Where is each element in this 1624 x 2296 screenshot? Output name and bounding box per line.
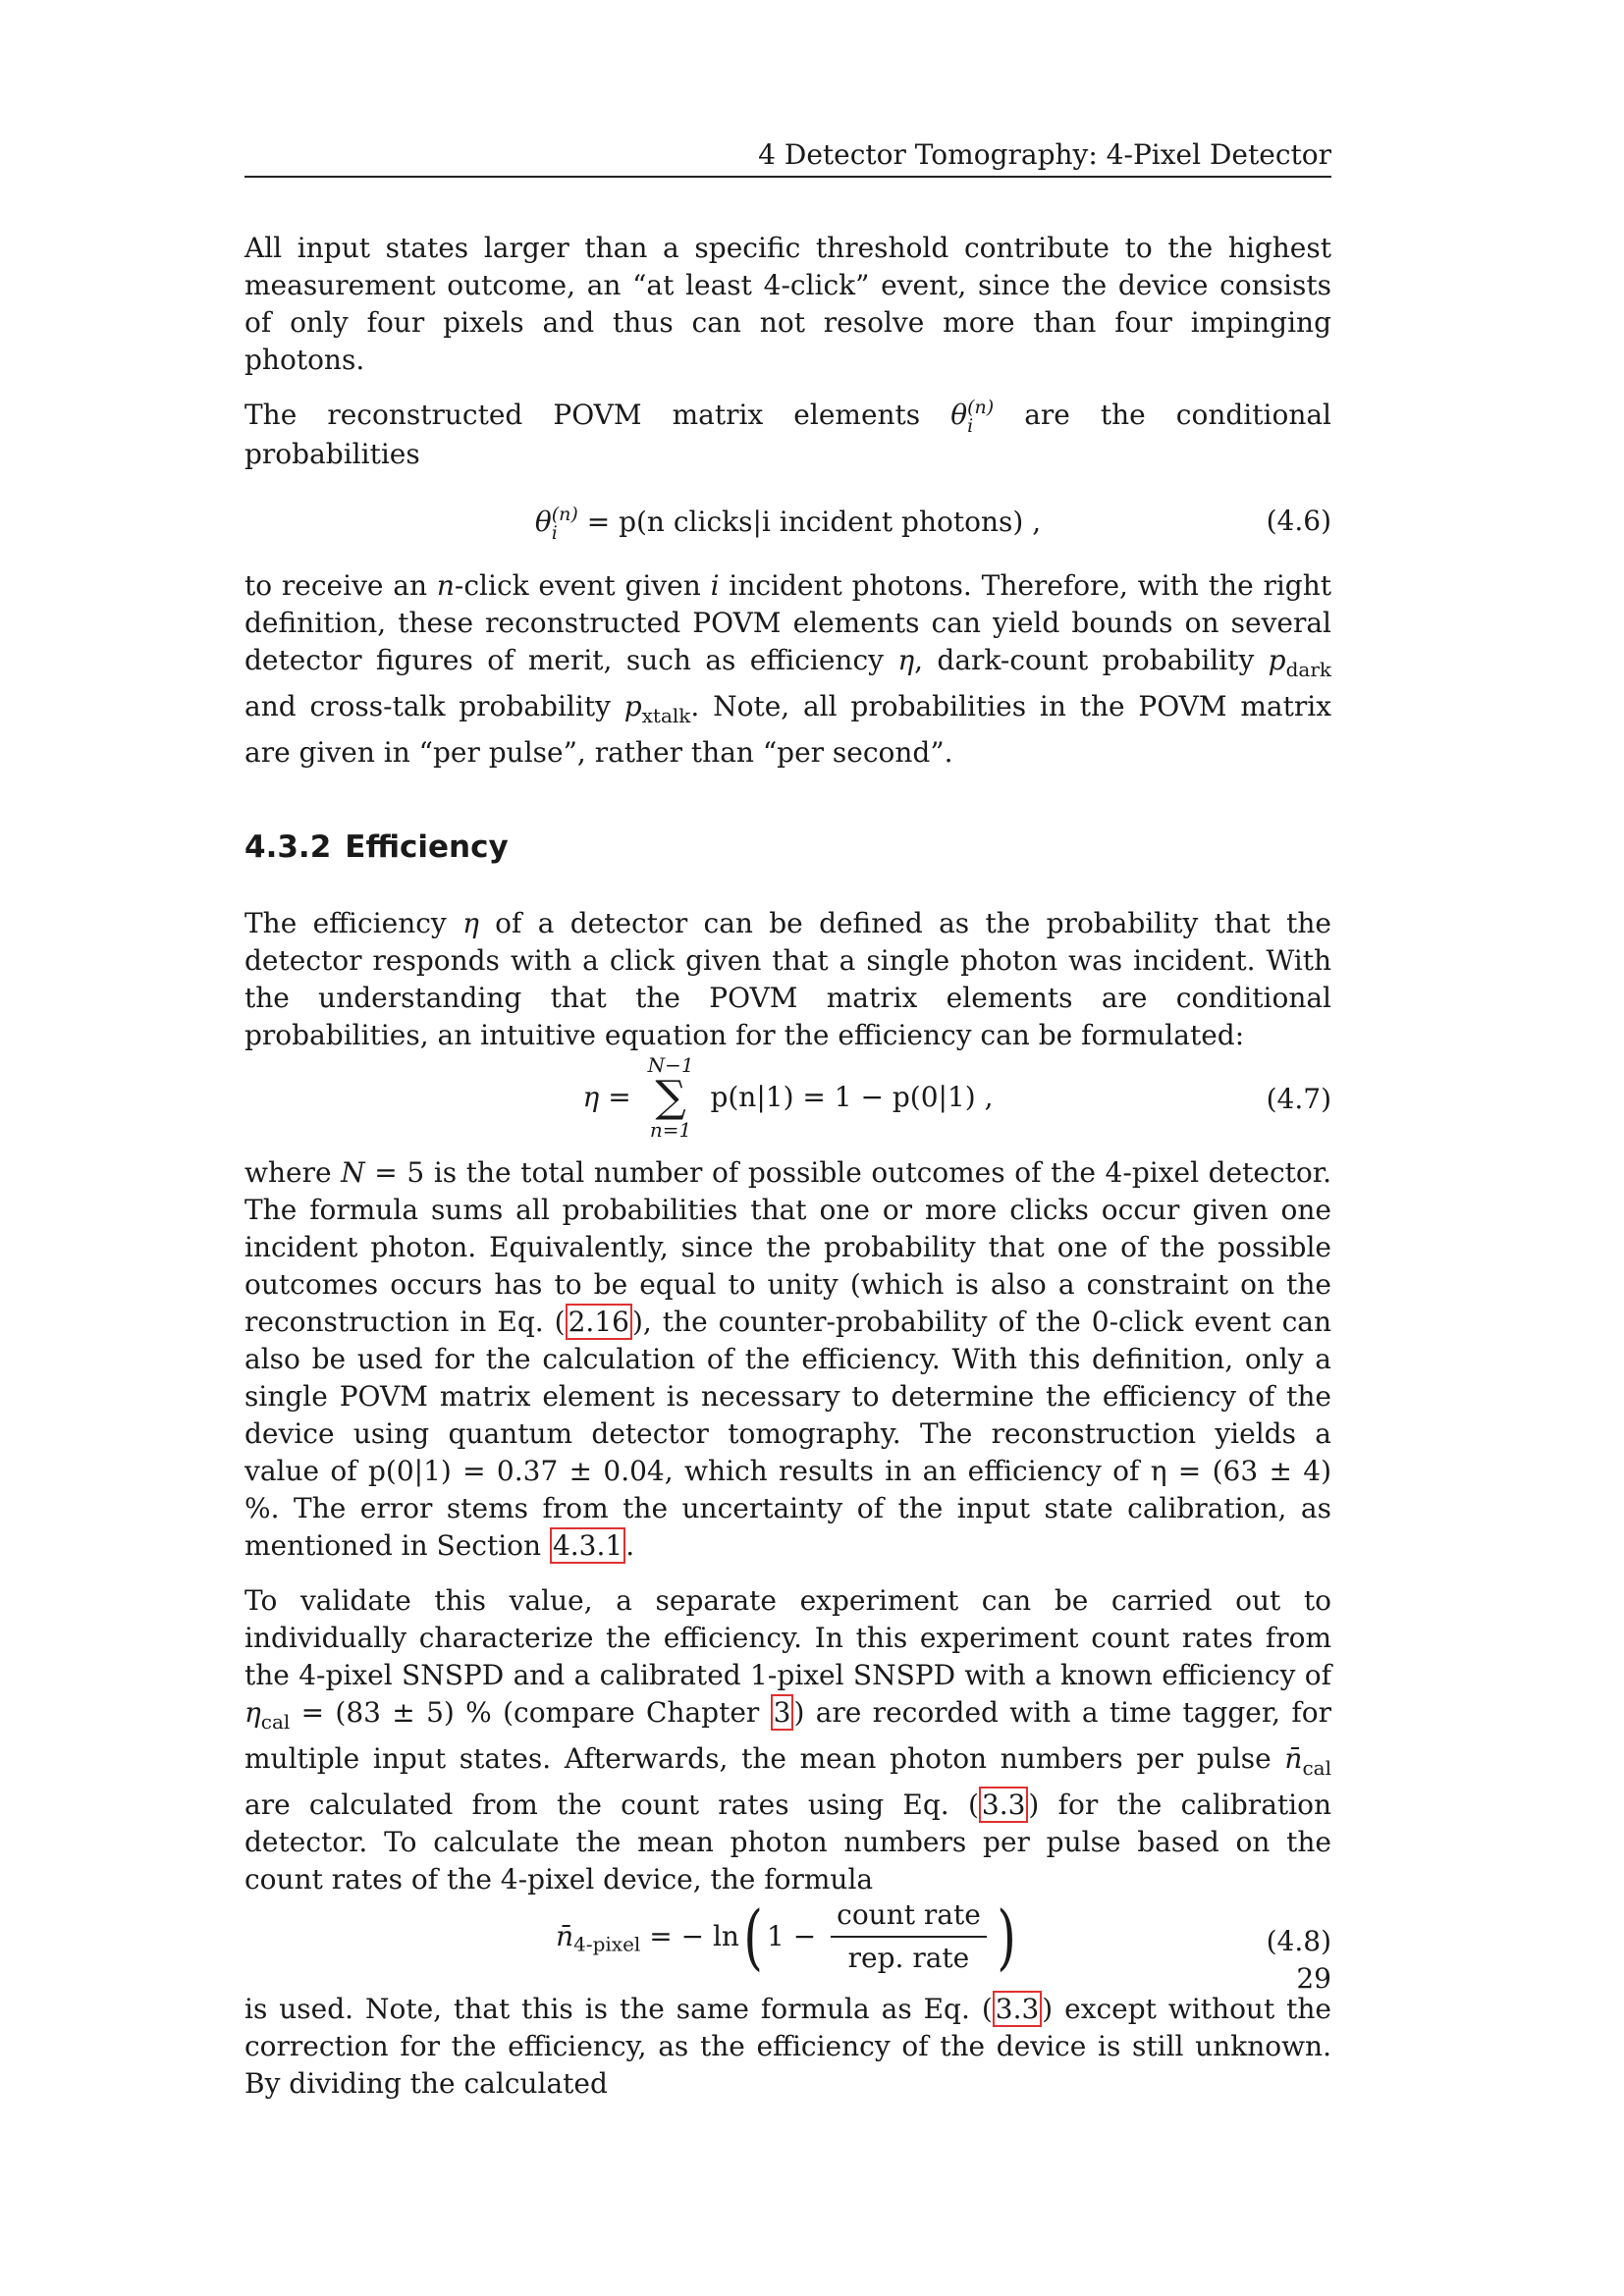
p5-part6: . (625, 1528, 635, 1562)
p6-part3: ) are recorded with a time tagger, for multiple input states. Afterwards, the mean photon numbers per pulse (244, 1695, 1332, 1775)
paragraph-2 (244, 397, 1331, 473)
p6-cal2: cal (1302, 1755, 1331, 1780)
section-title: Efficiency (345, 828, 509, 865)
p4-eta: η (462, 906, 479, 939)
equation-number-4-7: (4.7) (1266, 1082, 1331, 1115)
equation-4-8 (244, 1895, 1331, 1985)
equation-number-4-8: (4.8) (1266, 1924, 1331, 1957)
eq46-sup: (n) (551, 503, 578, 525)
ref-eq-3-3-second[interactable]: 3.3 (993, 1991, 1043, 2027)
p3-part4: , dark-count probability (914, 643, 1269, 676)
p5-N: N (341, 1155, 365, 1189)
eq48-one-minus: 1 − (767, 1919, 817, 1952)
p5-eta-val: η = (63 ± 4) % (244, 1454, 1332, 1524)
fraction (831, 1898, 987, 1975)
p2-before: The reconstructed POVM matrix elements (244, 399, 951, 431)
fraction-denominator: rep. rate (847, 1941, 970, 1974)
theta-sub: i (967, 414, 974, 437)
eq48-sub: 4-pixel (573, 1932, 641, 1955)
right-paren: ) (997, 1895, 1016, 1978)
p3-i: i (710, 568, 720, 602)
left-paren: ( (743, 1895, 763, 1978)
paragraph-3 (244, 567, 1331, 772)
ref-eq-3-3[interactable]: 3.3 (979, 1787, 1029, 1823)
p3-part6: . Note, all probabilities in the POVM matrix are given in “per pulse”, rather than “per second”. (244, 689, 1331, 769)
p3-part2: -click event given (454, 568, 711, 602)
ref-section-4-3-1[interactable]: 4.3.1 (550, 1527, 625, 1564)
summation (648, 1054, 694, 1141)
eq47-lhs: η = (582, 1080, 631, 1113)
eq46-theta: θ (534, 506, 552, 538)
p5-p01: p(0|1) = 0.37 ± 0.04 (367, 1454, 665, 1487)
p4-part2: of a detector can be defined as the probability that the detector responds with a click given that a single photon was incident. With the understanding that the POVM matrix elements are conditional probabilities, an intuitive equation for the efficiency can be formulated: (244, 906, 1331, 1051)
page-number: 29 (1296, 1962, 1331, 1995)
p6-part1: To validate this value, a separate experiment can be carried out to individually characterize the efficiency. In this experiment count rates from the 4-pixel SNSPD and a calibrated 1-pixel SNSPD with a known efficiency of (244, 1583, 1331, 1691)
p3-part1: to receive an (244, 568, 437, 602)
paragraph-4 (244, 905, 1331, 1054)
theta-sup: (n) (967, 396, 995, 418)
p3-dark: dark (1285, 657, 1331, 681)
p3-p2: p (623, 689, 642, 722)
eq46-rhs: = p(n clicks|i incident photons) , (586, 506, 1042, 538)
section-number: 4.3.2 (244, 828, 332, 865)
theta-symbol: θ (950, 399, 968, 431)
p6-part5: ) for the calibration detector. To calculate the mean photon numbers per pulse based on the count rates of the 4-pixel device, the formula (244, 1788, 1331, 1896)
p6-part2: = (83 ± 5) % (compare Chapter (290, 1695, 771, 1729)
eq46-indices (551, 503, 578, 544)
sum-upper-limit: N−1 (647, 1052, 694, 1077)
p4-part1: The efficiency (244, 906, 463, 939)
p6-part4: are calculated from the count rates using Eq. ( (244, 1788, 979, 1821)
p5-part2: = 5 is the total number of possible outcomes of the 4-pixel detector. The formula sums all probabilities that one or more clicks occur given one incident photon. Equivalently, since the probability that one of the possible outcomes occurs has to be equal to unity (which is also a constraint on the reconstruction in Eq. ( (244, 1155, 1331, 1338)
section-heading (244, 828, 1331, 866)
paragraph-6 (244, 1582, 1331, 1898)
p7-part1: is used. Note, that this is the same formula as Eq. ( (244, 1992, 993, 2025)
p5-part4: , which results in an efficiency of (664, 1454, 1151, 1487)
p5-part1: where (244, 1155, 342, 1189)
p3-eta: η (897, 643, 915, 676)
p3-part3: incident photons. Therefore, with the right definition, these reconstructed POVM elements can yield bounds on several detector figures of merit, such as efficiency (244, 568, 1332, 676)
p5-part3: ), the counter-probability of the 0-click event can also be used for the calculation of the efficiency. With this definition, only a single POVM matrix element is necessary to determine the efficiency of the device using quantum detector tomography. The reconstruction yields a value of (244, 1305, 1331, 1487)
p5-part5: . The error stems from the uncertainty of the input state calibration, as mentioned in Section (244, 1491, 1331, 1562)
p3-p: p (1268, 643, 1286, 676)
p6-eta: η (244, 1695, 261, 1729)
eq48-mid: = − ln (649, 1919, 739, 1952)
paragraph-7 (244, 1991, 1331, 2103)
p2-after: are the conditional probabilities (244, 399, 1331, 470)
sum-symbol: ∑ (655, 1071, 686, 1122)
p3-part5: and cross-talk probability (244, 689, 624, 722)
eq46-sub: i (551, 521, 558, 544)
theta-indices (967, 396, 995, 437)
running-header: 4 Detector Tomography: 4-Pixel Detector (758, 138, 1331, 171)
p7-part2: ) except without the correction for the efficiency, as the efficiency of the device is still unknown. By dividing the calculated (244, 1992, 1331, 2100)
p6-nbar: n̄ (1284, 1741, 1303, 1775)
equation-number-4-6: (4.6) (1266, 504, 1331, 537)
ref-chapter-3[interactable]: 3 (771, 1694, 794, 1731)
body-text (244, 230, 1331, 2120)
p6-cal: cal (260, 1709, 291, 1734)
equation-4-7 (244, 1054, 1331, 1145)
p3-n: n (436, 568, 455, 602)
paragraph-1: All input states larger than a specific threshold contribute to the highest measurement outcome, an “at least 4-click” event, since the device consists of only four pixels and thus can not resolve more than four impinging photons. (244, 232, 1331, 376)
fraction-numerator: count rate (831, 1898, 987, 1938)
eq47-rhs: p(n|1) = 1 − p(0|1) , (710, 1080, 994, 1113)
paragraph-5 (244, 1154, 1331, 1565)
ref-eq-2-16[interactable]: 2.16 (566, 1304, 632, 1340)
equation-4-6 (244, 491, 1331, 552)
header-rule (244, 176, 1331, 178)
eq48-nbar: n̄ (556, 1919, 574, 1952)
sum-lower-limit: n=1 (649, 1117, 692, 1142)
p3-xtalk: xtalk (641, 703, 691, 727)
